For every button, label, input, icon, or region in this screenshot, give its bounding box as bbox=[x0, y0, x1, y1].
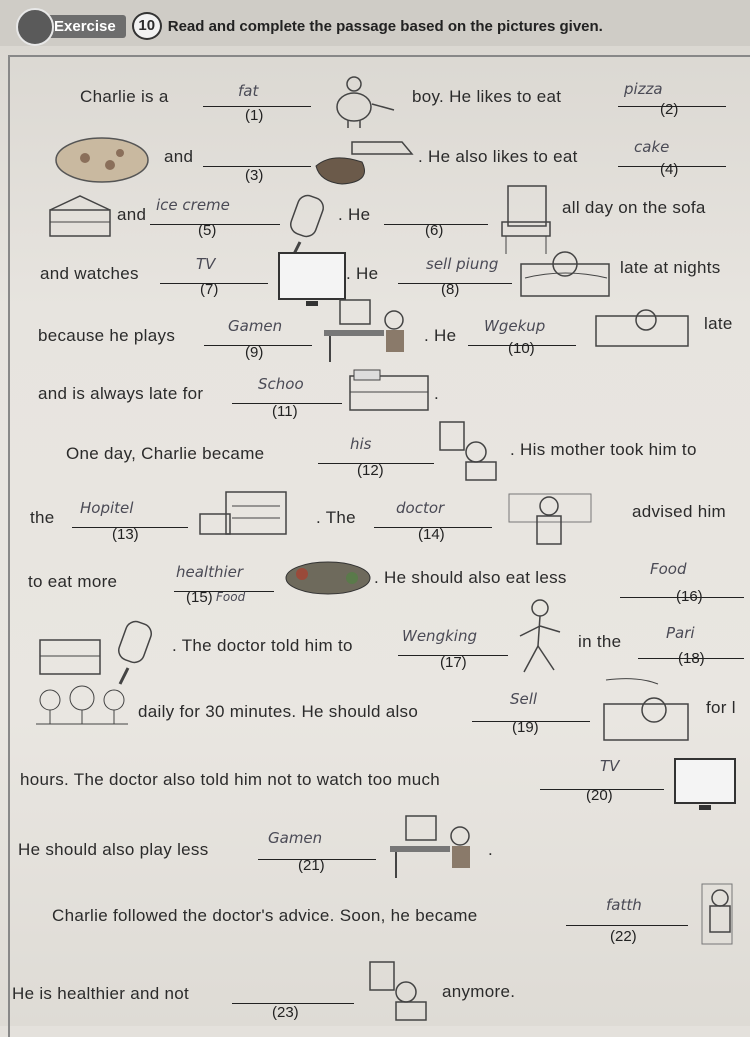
park-picture bbox=[34, 684, 130, 728]
blank-number: (13) bbox=[112, 526, 139, 543]
passage-text: . He also likes to eat bbox=[418, 147, 578, 166]
answer-17: Wengking bbox=[402, 627, 477, 645]
passage-text: . bbox=[434, 384, 440, 403]
student-emblem-icon bbox=[16, 8, 54, 46]
blank-number: (21) bbox=[298, 857, 325, 874]
vegetables-picture bbox=[282, 556, 374, 598]
passage-text: advised him bbox=[632, 502, 727, 521]
answer-9: Gamen bbox=[228, 317, 283, 335]
healthy-boy-picture bbox=[692, 880, 746, 956]
answer-8: sell piung bbox=[426, 255, 499, 273]
exercise-label: Exercise bbox=[54, 17, 116, 35]
gaming-boy-picture-2 bbox=[384, 812, 480, 882]
cake-picture bbox=[46, 192, 114, 240]
fat-boy-picture bbox=[322, 74, 400, 130]
answer-21: Gamen bbox=[268, 829, 323, 847]
blank-12[interactable] bbox=[318, 441, 434, 464]
blank-number: (4) bbox=[660, 161, 679, 178]
passage-text: hours. The doctor also told him not to watch too much bbox=[20, 770, 441, 789]
answer-19: Sell bbox=[510, 690, 538, 708]
blank-number: (17) bbox=[440, 654, 467, 671]
blank-number: (12) bbox=[357, 462, 384, 479]
passage-text: boy. He likes to eat bbox=[412, 87, 562, 106]
answer-20: TV bbox=[600, 757, 620, 775]
sick-boy-picture-2 bbox=[366, 958, 432, 1022]
blank-number: (19) bbox=[512, 719, 539, 736]
doctor-picture bbox=[505, 490, 595, 548]
running-boy-picture bbox=[510, 598, 568, 680]
answer-14: doctor bbox=[396, 499, 445, 517]
blank-number: (15) bbox=[186, 589, 213, 606]
answer-15: healthier bbox=[176, 563, 244, 581]
blank-number: (20) bbox=[586, 787, 613, 804]
blank-number: (3) bbox=[245, 167, 264, 184]
answer-22: fatth bbox=[606, 896, 642, 914]
passage-text: . He should also eat less bbox=[374, 568, 567, 587]
blank-number: (7) bbox=[200, 281, 219, 298]
passage-text: for l bbox=[706, 698, 736, 717]
hospital-picture bbox=[196, 488, 304, 538]
answer-4: cake bbox=[634, 138, 670, 156]
blank-number: (5) bbox=[198, 222, 217, 239]
answer-1: fat bbox=[238, 82, 259, 100]
blank-number: (9) bbox=[245, 344, 264, 361]
cake-and-ice-cream-picture bbox=[36, 616, 166, 686]
passage-text: and bbox=[164, 147, 194, 166]
answer-5: ice creme bbox=[156, 196, 230, 214]
passage-text: because he plays bbox=[38, 326, 176, 345]
exercise-tag bbox=[20, 15, 126, 38]
pizza-picture bbox=[50, 120, 155, 186]
blank-number: (10) bbox=[508, 340, 535, 357]
answer-16: Food bbox=[650, 560, 687, 578]
passage-text: . He bbox=[338, 205, 371, 224]
passage-text: in the bbox=[578, 632, 622, 651]
sick-boy-picture bbox=[436, 418, 502, 482]
exercise-number: 10 bbox=[132, 12, 162, 40]
passage-text: . The bbox=[316, 508, 356, 527]
answer-7: TV bbox=[196, 255, 216, 273]
sleeping-boy-picture bbox=[515, 234, 615, 302]
blank-number: (11) bbox=[272, 403, 298, 420]
blank-number: (2) bbox=[660, 101, 679, 118]
tv-picture-2 bbox=[674, 758, 736, 804]
blank-number: (18) bbox=[678, 650, 705, 667]
passage-text: Charlie followed the doctor's advice. Soon, he became bbox=[52, 906, 478, 925]
passage-text: and is always late for bbox=[38, 384, 204, 403]
passage-text: . His mother took him to bbox=[510, 440, 697, 459]
answer-10: Wgekup bbox=[484, 317, 546, 335]
passage-text: and bbox=[117, 205, 147, 224]
blank-number: (23) bbox=[272, 1004, 299, 1021]
blank-number: (16) bbox=[676, 588, 703, 605]
blank-23[interactable] bbox=[232, 981, 354, 1004]
school-picture bbox=[346, 368, 432, 414]
answer-15-note: Food bbox=[216, 590, 246, 604]
passage-text: One day, Charlie became bbox=[66, 444, 265, 463]
blank-number: (8) bbox=[441, 281, 460, 298]
passage-text: . bbox=[488, 840, 494, 859]
answer-18: Pari bbox=[666, 624, 695, 642]
blank-number: (14) bbox=[418, 526, 445, 543]
blank-number: (22) bbox=[610, 928, 637, 945]
passage-text: to eat more bbox=[28, 572, 118, 591]
tv-picture bbox=[278, 252, 346, 300]
passage-text: all day on the sofa bbox=[562, 198, 706, 217]
gaming-boy-picture bbox=[318, 296, 414, 366]
passage-text: He should also play less bbox=[18, 840, 209, 859]
passage-text: daily for 30 minutes. He should also bbox=[138, 702, 419, 721]
passage-text: . He bbox=[346, 264, 379, 283]
passage-text: and watches bbox=[40, 264, 139, 283]
exercise-banner bbox=[20, 12, 603, 40]
instruction-text: Read and complete the passage based on the pictures given. bbox=[167, 17, 603, 35]
chicken-picture bbox=[312, 132, 420, 190]
passage-text: the bbox=[30, 508, 55, 527]
passage-text: . He bbox=[424, 326, 457, 345]
passage-text: . The doctor told him to bbox=[172, 636, 353, 655]
answer-2: pizza bbox=[624, 80, 663, 98]
passage-text: Charlie is a bbox=[80, 87, 169, 106]
answer-12: his bbox=[350, 435, 372, 453]
passage-text: late bbox=[704, 314, 733, 333]
blank-number: (6) bbox=[425, 222, 444, 239]
late-wakeup-picture bbox=[588, 300, 696, 352]
blank-number: (1) bbox=[245, 107, 264, 124]
passage-text: anymore. bbox=[442, 982, 516, 1001]
passage-text: He is healthier and not bbox=[12, 984, 190, 1003]
passage-text: late at nights bbox=[620, 258, 721, 277]
answer-11: Schoo bbox=[258, 375, 304, 393]
sleeping-boy-picture-2 bbox=[598, 674, 694, 746]
blank-3[interactable] bbox=[203, 144, 311, 167]
answer-13: Hopitel bbox=[80, 499, 134, 517]
